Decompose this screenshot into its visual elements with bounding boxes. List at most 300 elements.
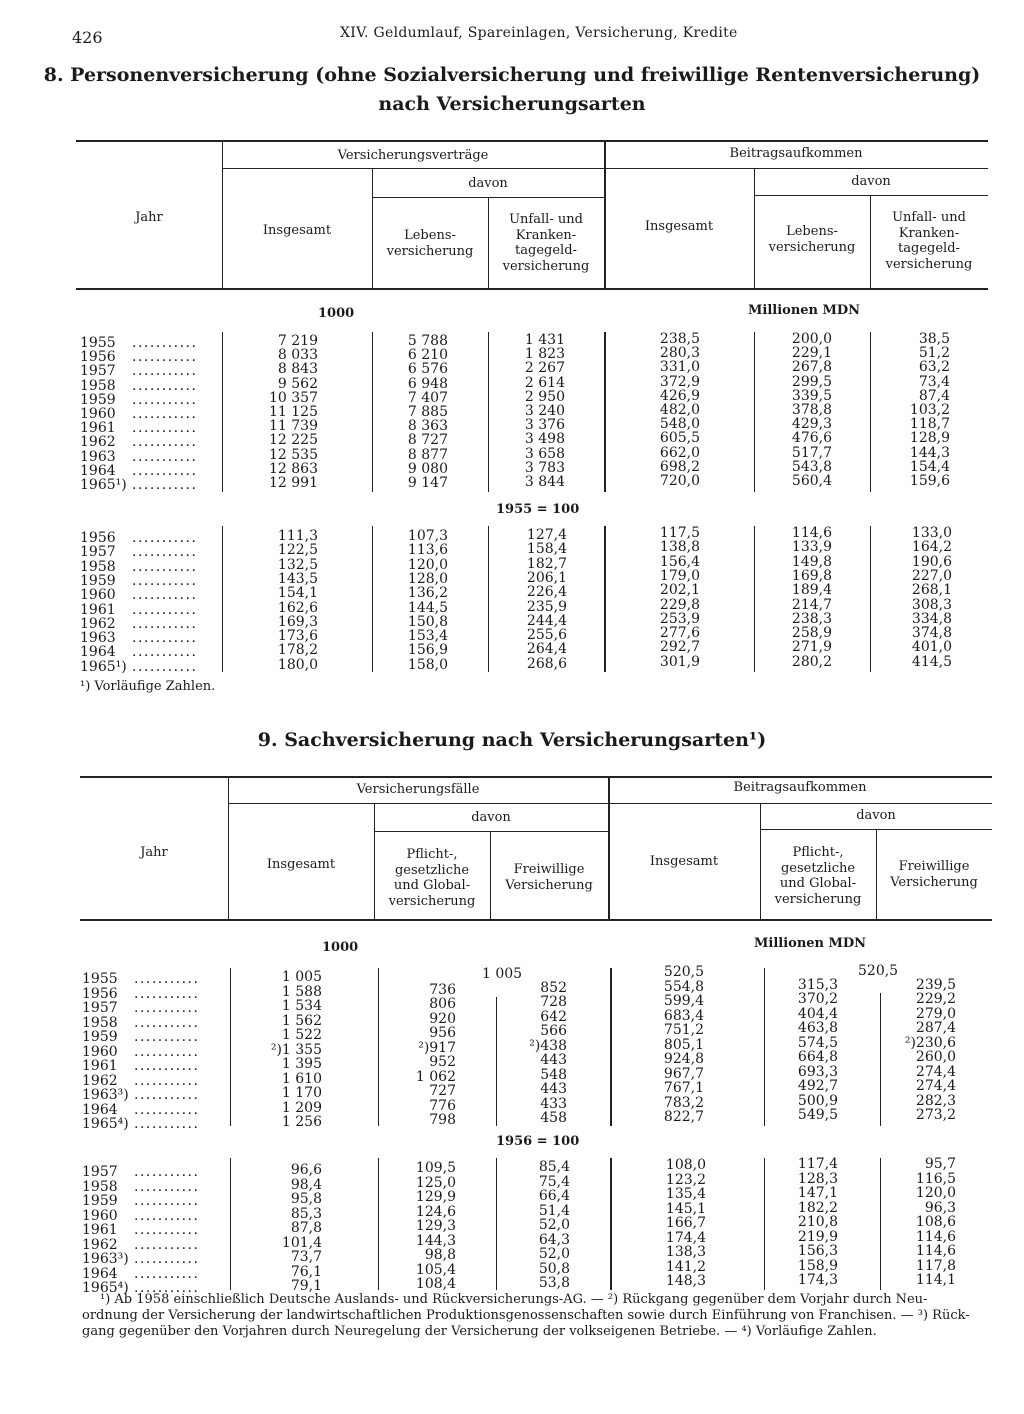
- leader-dots: ...........: [134, 1251, 200, 1267]
- table-cell: 38,5: [918, 331, 950, 347]
- table-cell: 339,5: [791, 387, 832, 404]
- table-cell: 280,3: [659, 345, 700, 362]
- table8-header-bottom-rule: [76, 288, 988, 290]
- table-cell: 560,4: [791, 473, 832, 489]
- year-label: 1963³): [82, 1251, 129, 1267]
- table-cell: 693,3: [797, 1063, 838, 1080]
- table8-vline-mid: [604, 142, 606, 288]
- table-cell: 12 991: [269, 475, 318, 491]
- table-cell: 189,4: [791, 582, 832, 599]
- table-cell: 287,4: [915, 1020, 956, 1036]
- leader-dots: ...........: [132, 530, 198, 546]
- table9-header-b-pflicht: Pflicht-, gesetzliche und Global- versicherung: [774, 845, 862, 907]
- table-cell: 273,2: [915, 1107, 956, 1123]
- table9-footnote-line2: ordnung der Versicherung der landwirtschaftlichen Produktionsgenossenschaften sowie durch Einführung von Franchisen. — ³) Rück-: [82, 1308, 970, 1323]
- table9-header-b-insgesamt: Insgesamt: [649, 854, 719, 869]
- table-cell: 662,0: [659, 444, 700, 461]
- table9-body-vline-4: [610, 968, 612, 1126]
- leader-dots: ...........: [132, 544, 198, 561]
- table-cell: 9 562: [277, 375, 318, 392]
- table-cell: 114,6: [791, 525, 832, 541]
- table-cell: 122,5: [277, 542, 318, 559]
- table-cell: 107,3: [407, 528, 448, 544]
- year-label: 1960: [80, 406, 116, 422]
- table9-footnote-line1: ¹) Ab 1958 einschließlich Deutsche Auslands- und Rückversicherungs-AG. — ²) Rückgang gegenüber dem Vorjahr durch Neu-: [100, 1292, 928, 1307]
- table-cell: 2 267: [524, 360, 565, 377]
- year-label: 1961: [80, 420, 116, 437]
- table-cell: 127,4: [526, 527, 567, 543]
- table9-header-jahr: Jahr: [140, 845, 168, 860]
- table-cell: 156,3: [797, 1243, 838, 1259]
- table9-idx-vline-2: [378, 1158, 379, 1290]
- leader-dots: ...........: [132, 615, 198, 632]
- leader-dots: ...........: [134, 1058, 200, 1074]
- table-cell: 141,2: [665, 1258, 706, 1275]
- leader-dots: ...........: [134, 1101, 200, 1118]
- leader-dots: ...........: [132, 477, 198, 493]
- leader-dots: ...........: [132, 630, 198, 647]
- table-cell: 147,1: [797, 1185, 838, 1201]
- year-label: 1956: [80, 349, 116, 366]
- leader-dots: ...........: [132, 335, 198, 351]
- table-cell: 1 431: [524, 332, 565, 348]
- table-cell: 548,0: [659, 416, 700, 433]
- table-cell: 226,4: [526, 584, 567, 601]
- table-cell: 87,4: [918, 387, 950, 404]
- table-cell: 117,4: [797, 1156, 838, 1172]
- table-cell: 599,4: [663, 993, 704, 1009]
- table-cell: 728: [540, 994, 567, 1010]
- table-cell: 158,9: [797, 1257, 838, 1274]
- table-cell: 105,4: [415, 1261, 456, 1278]
- table-cell: 133,9: [791, 539, 832, 556]
- table-cell: 138,8: [659, 539, 700, 556]
- table-cell: 554,8: [663, 978, 704, 995]
- year-label: 1958: [82, 1014, 118, 1031]
- table-cell: 1 170: [281, 1085, 322, 1101]
- table-cell: 117,8: [915, 1257, 956, 1274]
- table-cell: 229,2: [915, 991, 956, 1007]
- page-number: 426: [72, 28, 103, 47]
- table8-idx-vline-6: [870, 526, 871, 672]
- year-label: 1958: [80, 377, 116, 394]
- table9-header-rule-1: [228, 803, 992, 804]
- table-cell: 374,8: [911, 625, 952, 642]
- table-cell: 1 062: [415, 1068, 456, 1085]
- table-cell: 150,8: [407, 613, 448, 630]
- table9-idx-vline-1: [230, 1158, 231, 1290]
- table-cell: 162,6: [277, 599, 318, 616]
- table-cell: 63,2: [918, 359, 950, 376]
- table-cell: 123,2: [665, 1171, 706, 1188]
- leader-dots: ...........: [132, 349, 198, 366]
- year-label: 1962: [80, 615, 116, 632]
- leader-dots: ...........: [134, 1072, 200, 1089]
- year-label: 1962: [82, 1236, 118, 1253]
- year-label: 1961: [82, 1222, 118, 1238]
- year-label: 1958: [80, 558, 116, 575]
- table-cell: 736: [429, 981, 456, 998]
- table-cell: 574,5: [797, 1034, 838, 1051]
- table-cell: 206,1: [526, 569, 567, 586]
- year-label: 1964: [80, 644, 116, 661]
- leader-dots: ...........: [132, 406, 198, 422]
- leader-dots: ...........: [134, 1236, 200, 1253]
- table-cell: 128,9: [909, 430, 950, 447]
- year-label: 1957: [82, 1164, 118, 1180]
- table-cell: 79,1: [290, 1278, 322, 1294]
- table-cell: 158,0: [407, 656, 448, 673]
- table-cell: 805,1: [663, 1036, 704, 1053]
- table-cell: 443: [540, 1081, 567, 1097]
- table8-header-davon-right: davon: [851, 174, 891, 189]
- table-cell: 66,4: [538, 1188, 570, 1204]
- table-cell: 500,9: [797, 1092, 838, 1109]
- table-cell: 458: [540, 1110, 567, 1126]
- table-cell: 158,4: [526, 541, 567, 558]
- table9-body-vline-3: [496, 997, 497, 1126]
- table8-body-vline-4: [604, 332, 606, 492]
- leader-dots: ...........: [134, 1029, 200, 1045]
- table9-top-rule: [80, 776, 992, 778]
- table-cell: 698,2: [659, 458, 700, 475]
- table-cell: 967,7: [663, 1065, 704, 1082]
- table8-idx-vline-3: [488, 526, 489, 672]
- table-cell: 605,5: [659, 430, 700, 447]
- table-cell: 280,2: [791, 653, 832, 670]
- table-cell: 3 844: [524, 474, 565, 490]
- table-cell: 132,5: [277, 556, 318, 573]
- table8-header-b-insgesamt: Insgesamt: [644, 219, 714, 234]
- table9-header-b-freiwillig: Freiwillige Versicherung: [890, 859, 978, 890]
- table-cell: 154,1: [277, 585, 318, 602]
- table-cell: 135,4: [665, 1186, 706, 1202]
- table9-footnote-line3: gang gegenüber den Vorjahren durch Neuregelung der Versicherung der volkseigenen Betriebe. — ⁴) Vorläufige Zahlen.: [82, 1324, 877, 1339]
- table8-header-beitrag: Beitragsaufkommen: [729, 146, 863, 161]
- table-cell: 517,7: [791, 444, 832, 461]
- table-cell: 6 576: [407, 361, 448, 378]
- leader-dots: ...........: [132, 420, 198, 437]
- table-cell: 103,2: [909, 402, 950, 418]
- table9-body-vline-1: [230, 968, 231, 1126]
- table-cell: 2 950: [524, 388, 565, 405]
- table-cell: 156,4: [659, 553, 700, 570]
- table-cell: 52,0: [538, 1217, 570, 1233]
- table-cell: 642: [540, 1008, 567, 1025]
- table-cell: 268,1: [911, 582, 952, 599]
- table-cell: 144,5: [407, 599, 448, 616]
- leader-dots: ...........: [134, 985, 200, 1002]
- table-cell: 128,0: [407, 570, 448, 587]
- table8-idx-vline-1: [222, 526, 223, 672]
- table-cell: 51,2: [918, 345, 950, 362]
- table-cell: 114,1: [915, 1272, 956, 1288]
- table-cell: 292,7: [659, 639, 700, 656]
- year-label: 1963: [80, 448, 116, 465]
- year-label: 1955: [80, 335, 116, 351]
- table-cell: 3 498: [524, 431, 565, 448]
- table-cell: 85,3: [290, 1205, 322, 1222]
- leader-dots: ...........: [134, 1222, 200, 1238]
- leader-dots: ...........: [132, 462, 198, 479]
- table-cell: 1 256: [281, 1114, 322, 1130]
- table-cell: 145,1: [665, 1200, 706, 1217]
- table-cell: 378,8: [791, 402, 832, 418]
- year-label: 1959: [82, 1193, 118, 1209]
- table-cell: 85,4: [538, 1159, 570, 1175]
- table8-title-line2: nach Versicherungsarten: [378, 93, 646, 115]
- table-cell: 153,4: [407, 628, 448, 645]
- table-cell: 1 610: [281, 1070, 322, 1087]
- leader-dots: ...........: [134, 1000, 200, 1016]
- table-cell: 952: [429, 1054, 456, 1070]
- table-cell: 720,0: [659, 473, 700, 489]
- table-cell: 727: [429, 1083, 456, 1099]
- table8-idx-vline-4: [604, 526, 606, 672]
- table9-title: 9. Sachversicherung nach Versicherungsarten¹): [257, 729, 767, 751]
- table-cell: 113,6: [407, 542, 448, 559]
- year-label: 1959: [82, 1029, 118, 1045]
- table-cell: 96,3: [924, 1199, 956, 1216]
- table-cell: 12 535: [269, 446, 318, 463]
- table-cell: 149,8: [791, 553, 832, 570]
- table-cell: 156,9: [407, 642, 448, 659]
- table-cell: 178,2: [277, 642, 318, 659]
- leader-dots: ...........: [134, 1164, 200, 1180]
- table-cell: 414,5: [911, 653, 952, 670]
- table-cell: 138,3: [665, 1244, 706, 1260]
- table-cell: 182,2: [797, 1199, 838, 1216]
- table9-header-insgesamt: Insgesamt: [266, 857, 336, 872]
- table8-header-vertraege: Versicherungsverträge: [337, 148, 489, 163]
- leader-dots: ...........: [132, 434, 198, 451]
- table-cell: 8 033: [277, 347, 318, 364]
- table9-header-davon-right: davon: [856, 808, 896, 823]
- table-cell: 239,5: [915, 976, 956, 993]
- table-cell: 334,8: [911, 610, 952, 627]
- table8-header-unfall: Unfall- und Kranken- tagegeld- versicherung: [502, 212, 590, 274]
- table-cell: 822,7: [663, 1109, 704, 1125]
- table9-idx-vline-5: [764, 1158, 765, 1290]
- table8-header-rule-3: [754, 195, 988, 196]
- leader-dots: ...........: [134, 1265, 200, 1282]
- table9-merged-1955-beitrag: 520,5: [858, 963, 899, 979]
- table-cell: 118,7: [909, 416, 950, 433]
- leader-dots: ...........: [132, 448, 198, 465]
- year-label: 1964: [80, 462, 116, 479]
- table-cell: 806: [429, 996, 456, 1012]
- table-cell: 443: [540, 1052, 567, 1068]
- table-cell: 229,8: [659, 596, 700, 613]
- table-cell: 1 005: [281, 969, 322, 985]
- table-cell: 98,8: [424, 1247, 456, 1263]
- table8-header-b-lebens: Lebens- versicherung: [768, 224, 856, 255]
- table-cell: 8 843: [277, 361, 318, 378]
- table-cell: 129,9: [415, 1189, 456, 1205]
- table-cell: 7 219: [277, 333, 318, 349]
- table-cell: 2 614: [524, 374, 565, 391]
- table-cell: 53,8: [538, 1275, 570, 1291]
- table-cell: 95,7: [924, 1156, 956, 1172]
- table8-idx-vline-2: [372, 526, 373, 672]
- table-cell: 120,0: [407, 556, 448, 573]
- table-cell: 124,6: [415, 1203, 456, 1220]
- table9-header-davon-left: davon: [471, 810, 511, 825]
- leader-dots: ...........: [134, 1116, 200, 1132]
- table-cell: 180,0: [277, 656, 318, 673]
- table-cell: 267,8: [791, 359, 832, 376]
- table-cell: 268,6: [526, 655, 567, 672]
- table-cell: 120,0: [915, 1185, 956, 1201]
- table-cell: 229,1: [791, 345, 832, 362]
- table8-header-lebens: Lebens- versicherung: [386, 228, 474, 259]
- table8-idx-vline-5: [754, 526, 755, 672]
- table-cell: 1 522: [281, 1027, 322, 1043]
- table-cell: 73,4: [918, 373, 950, 390]
- table-cell: 200,0: [791, 331, 832, 347]
- table8-body-vline-1: [222, 332, 223, 492]
- table-cell: 264,4: [526, 641, 567, 658]
- table8-header-insgesamt: Insgesamt: [262, 223, 332, 238]
- table-cell: 51,4: [538, 1202, 570, 1219]
- table-cell: 108,0: [665, 1157, 706, 1173]
- table-cell: 274,4: [915, 1078, 956, 1094]
- table-cell: 214,7: [791, 596, 832, 613]
- table-cell: 549,5: [797, 1107, 838, 1123]
- table-cell: 783,2: [663, 1094, 704, 1111]
- table-cell: ²)917: [418, 1039, 456, 1056]
- year-label: 1955: [82, 971, 118, 987]
- table-cell: 3 240: [524, 403, 565, 419]
- table-cell: 164,2: [911, 539, 952, 556]
- table9-header-beitrag: Beitragsaufkommen: [733, 780, 867, 795]
- table-cell: 116,5: [915, 1170, 956, 1187]
- table-cell: 9 147: [407, 475, 448, 491]
- table-cell: 401,0: [911, 639, 952, 656]
- table-cell: 258,9: [791, 625, 832, 642]
- table-cell: 315,3: [797, 976, 838, 993]
- year-label: 1965¹): [80, 658, 127, 675]
- table-cell: 404,4: [797, 1005, 838, 1022]
- table-cell: 3 658: [524, 445, 565, 462]
- table-cell: 1 562: [281, 1012, 322, 1029]
- table-cell: 331,0: [659, 359, 700, 376]
- table8-unit-right: Millionen MDN: [748, 303, 861, 318]
- table-cell: 96,6: [290, 1162, 322, 1178]
- table-cell: 8 363: [407, 418, 448, 435]
- table9-unit-right: Millionen MDN: [754, 936, 867, 951]
- year-label: 1964: [82, 1265, 118, 1282]
- table-cell: 274,4: [915, 1063, 956, 1080]
- leader-dots: ...........: [134, 971, 200, 987]
- table9-vline-jahr: [228, 778, 229, 919]
- table-cell: 87,8: [290, 1220, 322, 1236]
- table-cell: 751,2: [663, 1022, 704, 1038]
- table-cell: ²)230,6: [904, 1034, 956, 1051]
- table-cell: 308,3: [911, 596, 952, 613]
- leader-dots: ...........: [132, 601, 198, 618]
- table-cell: 128,3: [797, 1170, 838, 1187]
- table-cell: 1 823: [524, 346, 565, 363]
- table-cell: 1 588: [281, 983, 322, 1000]
- table-cell: ²)438: [529, 1037, 567, 1054]
- table-cell: 50,8: [538, 1260, 570, 1277]
- table-cell: 235,9: [526, 598, 567, 615]
- table9-body-vline-5: [764, 968, 765, 1126]
- table8-body-vline-5: [754, 332, 755, 492]
- table-cell: 73,7: [290, 1249, 322, 1265]
- table-cell: 148,3: [665, 1273, 706, 1289]
- year-label: 1961: [80, 601, 116, 618]
- year-label: 1963: [80, 630, 116, 647]
- leader-dots: ...........: [132, 644, 198, 661]
- table-cell: 174,4: [665, 1229, 706, 1246]
- table-cell: 114,6: [915, 1243, 956, 1259]
- table9-unit-left: 1000: [322, 940, 359, 955]
- table-cell: 159,6: [909, 473, 950, 489]
- table-cell: 174,3: [797, 1272, 838, 1288]
- table-cell: 75,4: [538, 1173, 570, 1190]
- table9-merged-1955-faelle: 1 005: [482, 966, 523, 982]
- table8-body-vline-2: [372, 332, 373, 492]
- table-cell: 173,6: [277, 628, 318, 645]
- table-cell: 299,5: [791, 373, 832, 390]
- table-cell: 429,3: [791, 416, 832, 433]
- year-label: 1965⁴): [82, 1116, 129, 1132]
- table-cell: 117,5: [659, 525, 700, 541]
- table-cell: 664,8: [797, 1049, 838, 1065]
- table9-header-faelle: Versicherungsfälle: [356, 782, 480, 797]
- table-cell: 169,8: [791, 567, 832, 584]
- table-cell: 52,0: [538, 1246, 570, 1262]
- table9-index-label: 1956 = 100: [496, 1134, 580, 1149]
- table8-body-vline-3: [488, 332, 489, 492]
- table9-body-vline-2: [378, 968, 379, 1126]
- table-cell: 108,6: [915, 1214, 956, 1230]
- table8-header-jahr: Jahr: [135, 210, 163, 225]
- table8-header-b-unfall: Unfall- und Kranken- tagegeld- versicherung: [885, 210, 973, 272]
- table-cell: 776: [429, 1097, 456, 1114]
- table-cell: 64,3: [538, 1231, 570, 1248]
- table-cell: 372,9: [659, 373, 700, 390]
- table9-body-vline-6: [880, 993, 881, 1126]
- year-label: 1960: [82, 1043, 118, 1060]
- table-cell: 190,6: [911, 553, 952, 570]
- table-cell: 277,6: [659, 625, 700, 642]
- table-cell: 95,8: [290, 1191, 322, 1207]
- year-label: 1962: [82, 1072, 118, 1089]
- leader-dots: ...........: [132, 587, 198, 604]
- table-cell: 852: [540, 979, 567, 996]
- table-cell: 260,0: [915, 1049, 956, 1065]
- table8-header-davon-left: davon: [468, 176, 508, 191]
- table-cell: 3 783: [524, 459, 565, 476]
- table-cell: 5 788: [407, 333, 448, 349]
- table8-top-rule: [76, 140, 988, 142]
- table-cell: 282,3: [915, 1092, 956, 1109]
- table-cell: 370,2: [797, 991, 838, 1007]
- table9-header-bottom-rule: [80, 919, 992, 921]
- table-cell: 238,5: [659, 331, 700, 347]
- table-cell: 426,9: [659, 387, 700, 404]
- table-cell: 98,4: [290, 1176, 322, 1193]
- table-cell: 463,8: [797, 1020, 838, 1036]
- table-cell: 219,9: [797, 1228, 838, 1245]
- table-cell: 136,2: [407, 585, 448, 602]
- table-cell: 166,7: [665, 1215, 706, 1231]
- table-cell: 129,3: [415, 1218, 456, 1234]
- table-cell: 76,1: [290, 1263, 322, 1280]
